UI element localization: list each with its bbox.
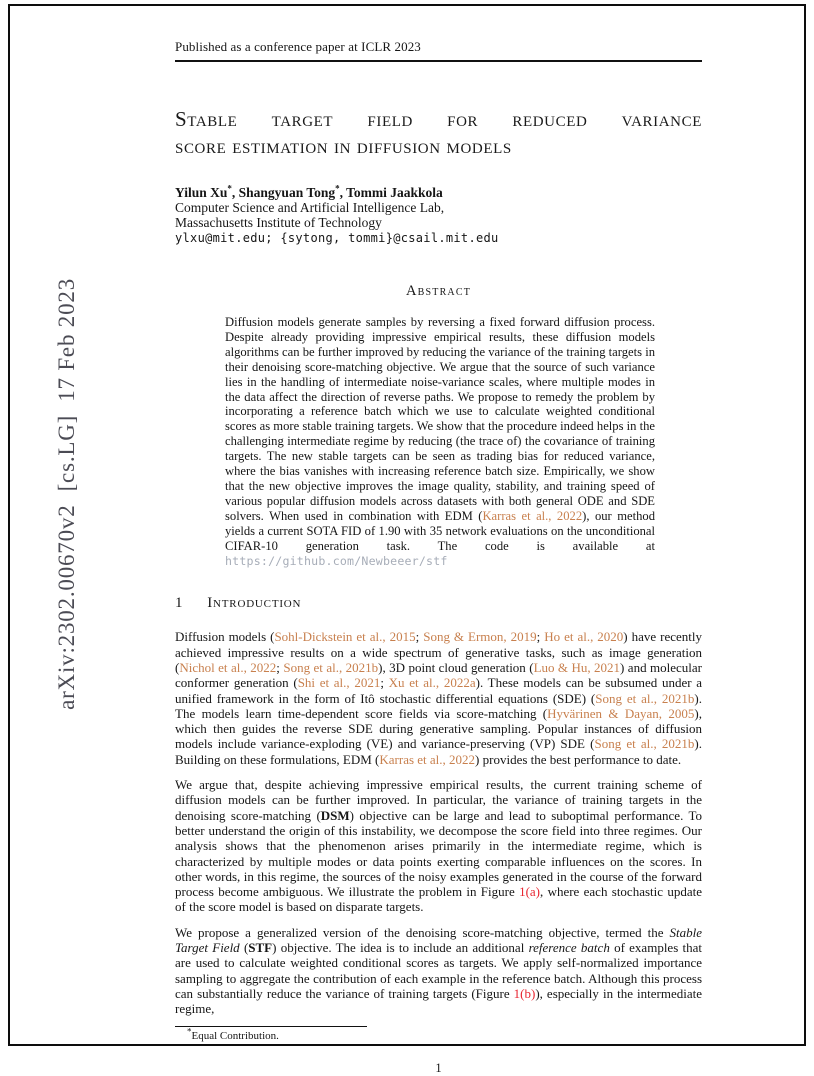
paper-title-line-2: score estimation in diffusion models xyxy=(175,134,512,158)
text-segment: DSM xyxy=(320,807,350,823)
text-segment: Diffusion models ( xyxy=(175,629,275,645)
text-segment: ; xyxy=(415,629,424,645)
text-segment: ), our method yields a current SOTA FID of 1.90 with 35 network evaluations on the unconditional CIFAR-10 generation task. The code is available at xyxy=(225,508,655,553)
text-segment: ( xyxy=(239,940,249,956)
text-segment: ). These models can be subsumed under a unified framework in the form of Itô stochastic differential equations (SDE) ( xyxy=(175,675,702,706)
citation-link[interactable]: Karras et al., 2022 xyxy=(482,508,583,523)
arxiv-watermark: arXiv:2302.00670v2 [cs.LG] 17 Feb 2023 xyxy=(54,278,79,710)
text-segment: Stable Target Field xyxy=(175,924,702,956)
header-rule xyxy=(175,60,702,62)
abstract-body xyxy=(225,315,655,568)
affiliation-line-1: Computer Science and Artificial Intelligence Lab, xyxy=(175,200,445,215)
citation-link[interactable]: Xu et al., 2022a xyxy=(388,675,476,691)
code-url-link[interactable]: https://github.com/Newbeeer/stf xyxy=(225,553,448,568)
text-segment: ) and molecular conformer generation ( xyxy=(175,660,702,691)
citation-link[interactable]: Song & Ermon, 2019 xyxy=(423,629,537,645)
text-segment: Equal Contribution. xyxy=(191,1029,279,1042)
affiliation-line-2: Massachusetts Institute of Technology xyxy=(175,215,382,230)
citation-link[interactable]: Song et al., 2021b xyxy=(594,736,695,752)
text-segment: of examples that are used to calculate weighted conditional scores as targets. We apply self-normalized importance sampling to aggregate the contribution of each example in the reference batch. Although this process can substantially reduce the variance of training targets (Figure xyxy=(175,940,703,1001)
section-heading-introduction xyxy=(175,595,702,612)
footnote-rule xyxy=(175,1026,367,1027)
citation-link[interactable]: Nichol et al., 2022 xyxy=(179,660,277,675)
section-number: 1 xyxy=(175,595,183,612)
paper-page xyxy=(8,4,806,1075)
text-segment: , where each stochastic update of the score model is based on disparate targets. xyxy=(175,884,702,915)
text-segment: * xyxy=(227,183,232,194)
citation-link[interactable]: Shi et al., 2021 xyxy=(297,675,381,691)
authors-block xyxy=(175,185,702,246)
abstract-heading: Abstract xyxy=(405,283,472,299)
citation-link[interactable]: Hyvärinen & Dayan, 2005 xyxy=(547,705,695,721)
text-segment: ), which then guides the reverse SDE during generative sampling. Popular instances of diffusion models include variance-exploding (VE) and variance-preserving (VP) SDE ( xyxy=(175,705,702,752)
text-segment: ) objective. The idea is to include an additional xyxy=(272,940,529,956)
conference-header: Published as a conference paper at ICLR 2023 xyxy=(175,39,421,54)
text-segment: We argue that, despite achieving impressive empirical results, the current training scheme of diffusion models can be further improved. In particular, the variance of training targets in the denoising score-matching ( xyxy=(175,777,702,823)
citation-link[interactable]: Karras et al., 2022 xyxy=(379,751,476,767)
citation-link[interactable]: Ho et al., 2020 xyxy=(544,629,624,645)
text-segment: Yilun Xu xyxy=(175,185,228,200)
citation-link[interactable]: Sohl-Dickstein et al., 2015 xyxy=(274,629,416,645)
intro-paragraph-1 xyxy=(175,629,702,767)
intro-paragraph-2 xyxy=(175,777,702,915)
intro-paragraph-3 xyxy=(175,925,702,1017)
text-segment: ) provides the best performance to date. xyxy=(475,751,682,767)
paper-title xyxy=(175,106,702,160)
figure-ref-link[interactable]: 1(a) xyxy=(519,884,540,900)
figure-ref-link[interactable]: 1(b) xyxy=(513,985,536,1001)
text-segment: reference batch xyxy=(528,940,610,956)
text-segment: We propose a generalized version of the denoising score-matching objective, termed the xyxy=(175,924,670,940)
equal-contribution-footnote xyxy=(175,1025,702,1042)
citation-link[interactable]: Luo & Hu, 2021 xyxy=(533,660,621,675)
text-segment: ) objective can be large and lead to suboptimal performance. To better understand the origin of this instability, we decompose the score field into three regimes. Our analysis shows that the phenomenon arises primarily in the intermediate regime, which is characterized by multiple modes or data points exerting comparable influences on the scores. In other words, in this regime, the sources of the noisy examples generated in the course of the forward process become ambiguous. We illustrate the problem in Figure xyxy=(175,807,703,900)
text-segment: ) have recently achieved impressive results on a wide spectrum of generative tasks, such as image generation ( xyxy=(175,629,702,675)
citation-link[interactable]: Song et al., 2021b xyxy=(595,690,695,706)
text-segment: ), especially in the intermediate regime, xyxy=(175,985,703,1017)
text-segment: * xyxy=(187,1025,192,1036)
authors-line xyxy=(175,185,702,200)
text-segment: ; xyxy=(276,660,284,675)
text-segment: , Tommi Jaakkola xyxy=(339,185,443,200)
text-segment: Diffusion models generate samples by reversing a fixed forward diffusion process. Despite already providing impressive empirical results, these diffusion models algorithms can be further improved by reducing the variance of the training targets in their denoising score-matching objective. We argue that the source of such variance lies in the handling of intermediate noise-variance scales, where multiple modes in the data affect the direction of reverse paths. We propose to remedy the problem by incorporating a reference batch which we use to calculate weighted conditional scores as more stable training targets. We show that the procedure indeed helps in the challenging intermediate regime by reducing (the trace of) the covariance of training targets. The new stable targets can be seen as trading bias for reduced variance, where the bias vanishes with increasing reference batch size. Empirically, we show that the new objective improves the image quality, stability, and training speed of various popular diffusion models across datasets with both general ODE and SDE solvers. When used in combination with EDM ( xyxy=(225,315,655,523)
author-emails: ylxu@mit.edu; {sytong, tommi}@csail.mit.edu xyxy=(175,231,499,245)
section-title: Introduction xyxy=(207,595,302,612)
paper-title-line-1: Stable target field for reduced variance xyxy=(175,107,702,131)
text-segment: STF xyxy=(248,940,273,956)
citation-link[interactable]: Song et al., 2021b xyxy=(283,660,379,675)
text-segment: ). Building on these formulations, EDM ( xyxy=(175,736,702,767)
text-segment: ), 3D point cloud generation ( xyxy=(378,660,534,675)
text-segment: , Shangyuan Tong xyxy=(231,185,336,200)
text-segment: * xyxy=(335,183,340,194)
text-segment: ; xyxy=(536,629,545,645)
text-segment: ). The models learn time-dependent score fields via score-matching ( xyxy=(175,690,702,721)
page-number: 1 xyxy=(435,1060,442,1075)
text-segment: ; xyxy=(380,675,389,691)
